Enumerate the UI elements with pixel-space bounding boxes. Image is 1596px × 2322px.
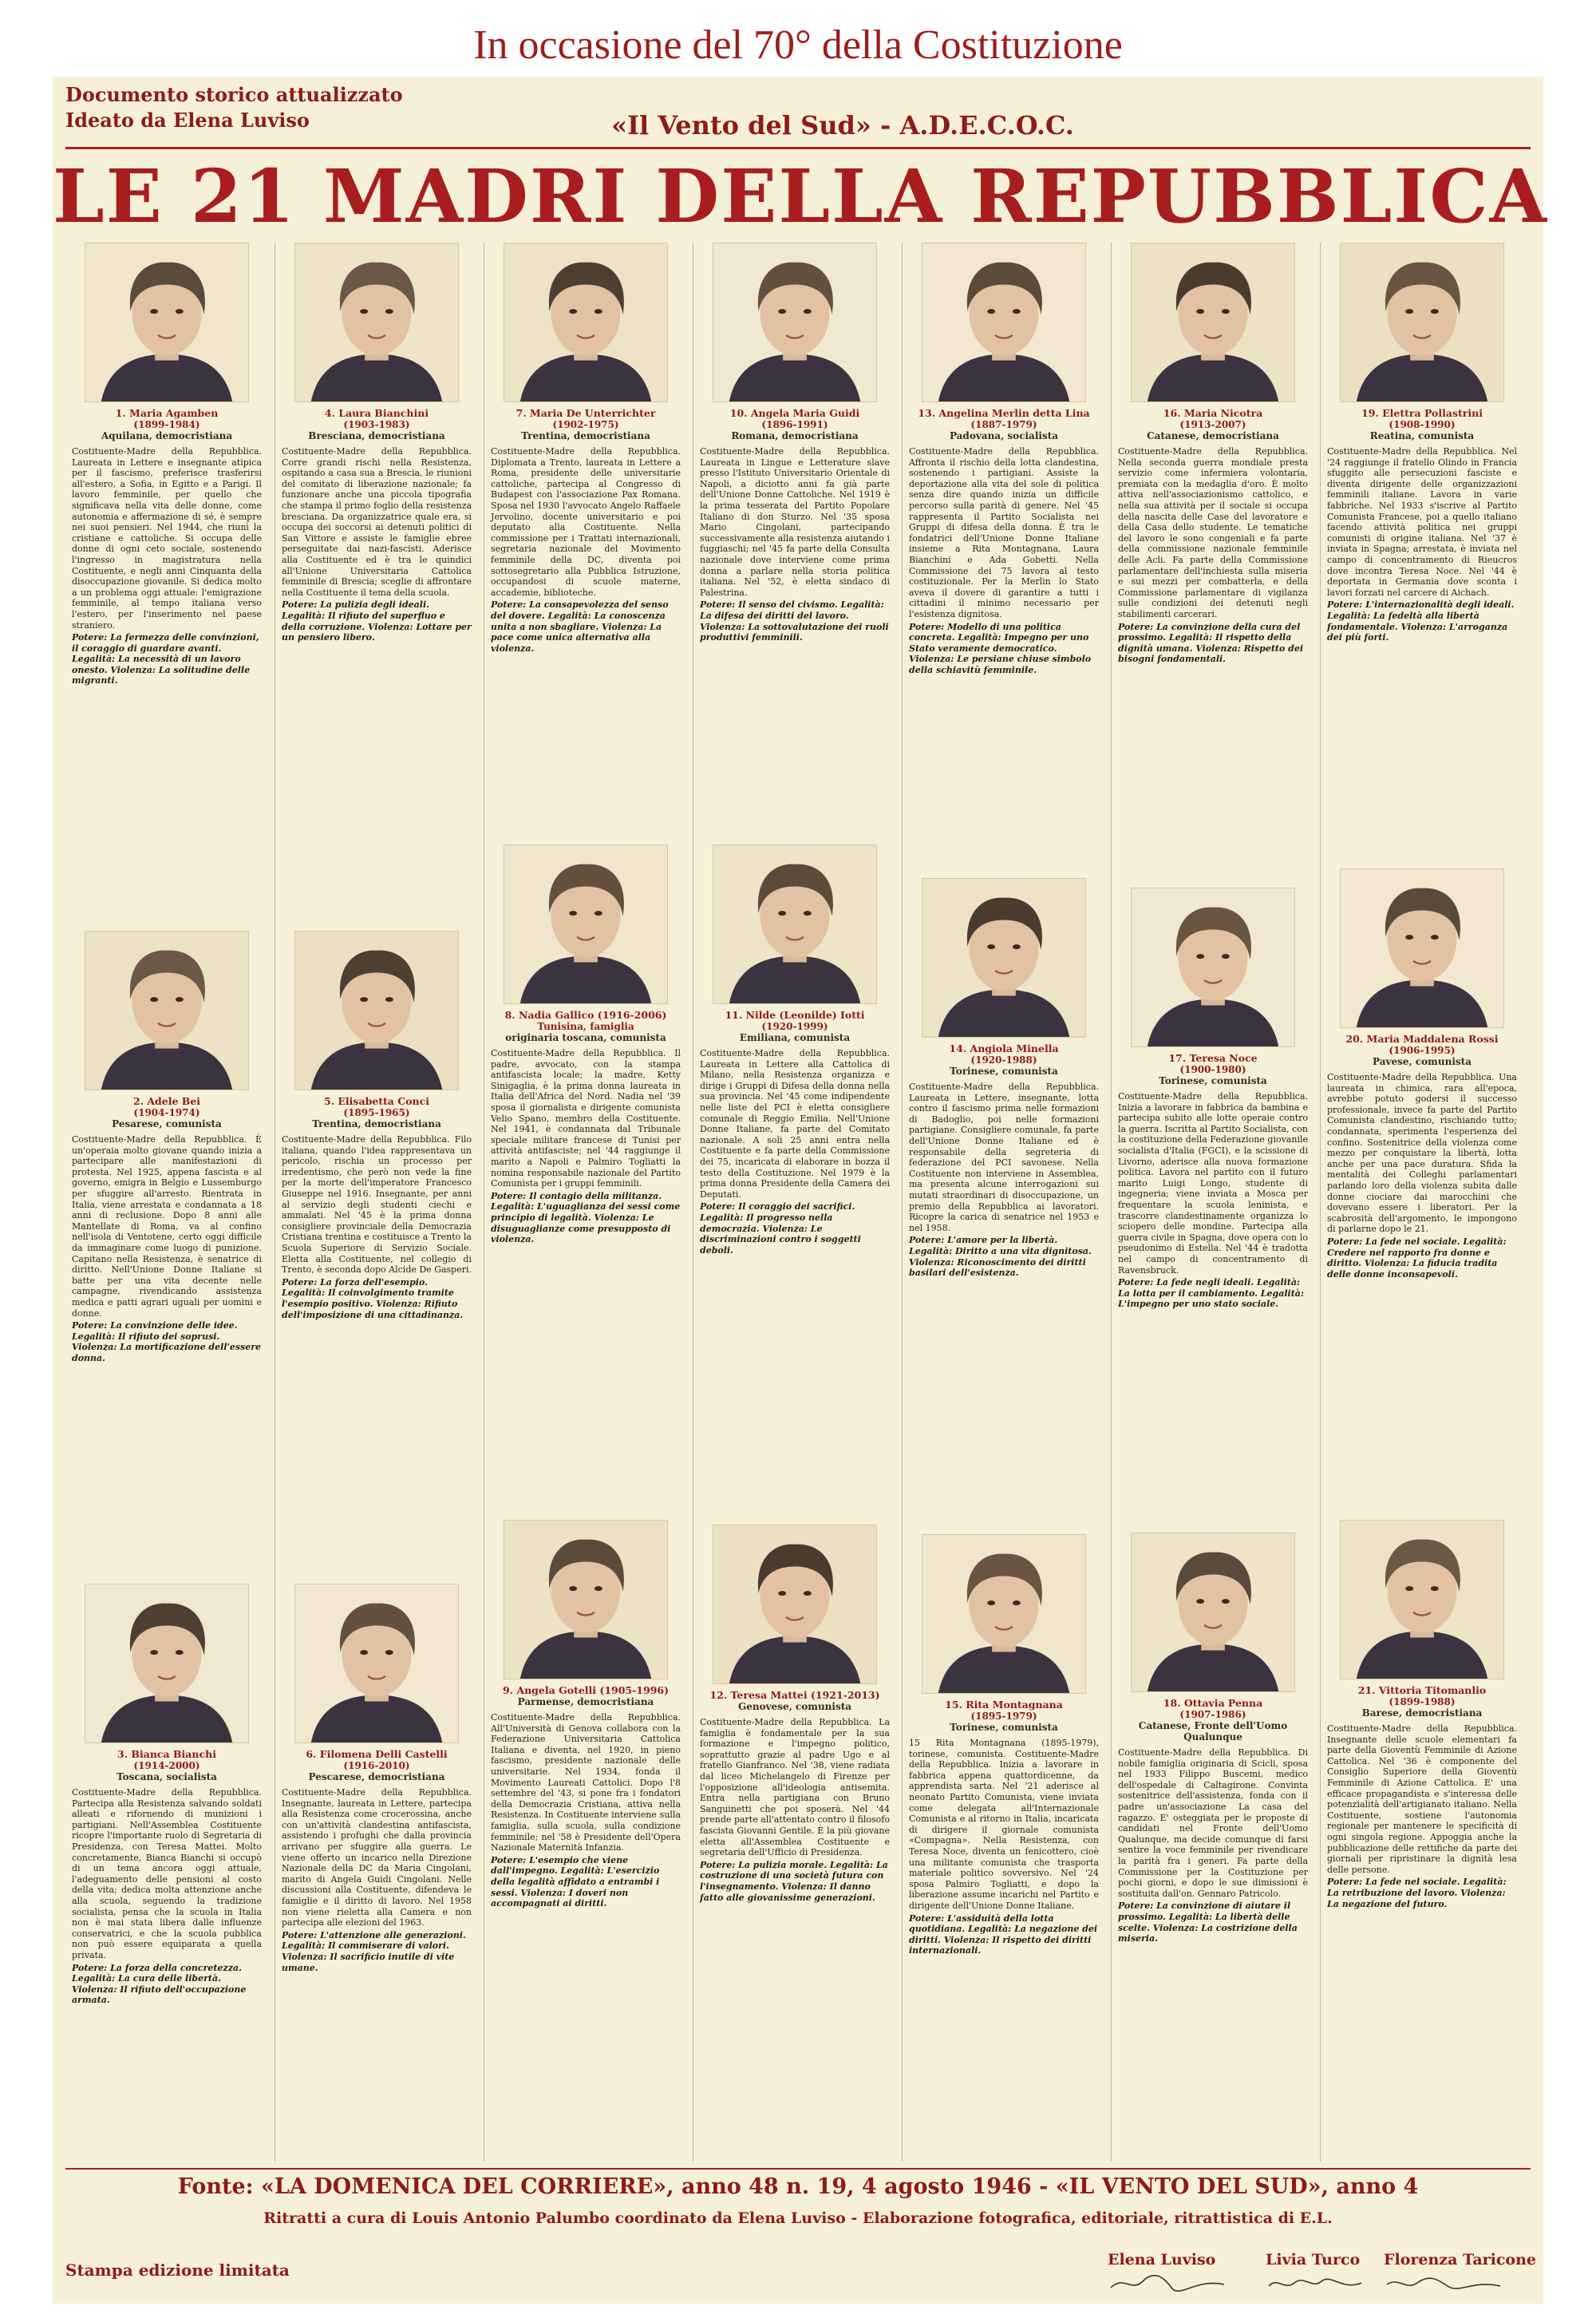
- madre-name: 3. Bianca Bianchi: [117, 1748, 216, 1760]
- madre-years: Tunisina, famiglia: [537, 1021, 634, 1032]
- madre-card: [1327, 868, 1517, 1280]
- madre-origin: Pesarese, comunista: [112, 1118, 222, 1129]
- madre-origin: Reatina, comunista: [1369, 430, 1475, 441]
- madre-origin: Genovese, comunista: [737, 1701, 852, 1712]
- madre-biography: Costituente-Madre della Repubblica. Partecipa alla Resistenza salvando soldati alleati e rifornendo di munizioni i partigiani. Nell'Assemblea Costituente ricopre l'importante ruolo di Segretaria di Presidenza, con Teresa Mattei. Molto concretamente, Bianca Bianchi si occupò di un tema ancora oggi attuale, l'adeguamento delle pensioni al costo della vita; dedica molta attenzione anche alla scuola, seguendo la tradizione socialista, pensa che la scuola in Italia non è mai stata libera dalle influenze conservatrici, e che la scuola pubblica non può essere equiparata a quella privata.: [72, 1787, 262, 1960]
- portrait: [294, 243, 459, 402]
- madre-years: (1907-1986): [1179, 1709, 1246, 1720]
- madre-biography: Costituente-Madre della Repubblica. Nella seconda guerra mondiale presta servizio come infermiera volontaria, premiata con la medaglia d'oro. È molto attiva nell'associazionismo cattolico, e nella sua attività per il sociale si occupa della nascita delle Case del lavoratore e della Casa dello studente. Le tematiche del lavoro le sono congeniali e fa parte della commissione nazionale femminile delle Acli. Fa parte della Commissione parlamentare dell'inchiesta sulla miseria e sui mezzi per combatterla, e della Commissione parlamentare di vigilanza sulle condizioni dei detenuti negli stabilimenti carcerari.: [1118, 446, 1308, 619]
- doc-line-2: Ideato da Elena Luviso: [65, 109, 310, 132]
- portrait-icon: [922, 1535, 1085, 1693]
- madre-years: (1906-1995): [1389, 1045, 1456, 1056]
- madre-values: Potere: L'esempio che viene dall'impegno. Legalità: L'esercizio della legalità affidato a entrambi i sessi. Violenza: I doveri non accompagnati ai diritti.: [491, 1854, 660, 1909]
- madre-years: (1914-2000): [133, 1760, 200, 1771]
- madre-values: Potere: L'amore per la libertà. Legalità: Diritto a una vita dignitosa. Violenza: Riconoscimento dei diritti basilari dell'esistenza.: [909, 1235, 1092, 1279]
- madre-values: Potere: L'internazionalità degli ideali. Legalità: La fedeltà alla libertà fondamentale. Violenza: L'arroganza dei più forti.: [1327, 599, 1515, 643]
- madre-biography: Costituente-Madre della Repubblica. Diplomata a Trento, laureata in Lettere a Roma, presidente delle universitarie cattoliche, partecipa al Congresso di Budapest con l'associazione Pax Romana. Sposa nel 1930 l'avvocato Angelo Raffaele Jervolino, docente universitario e poi deputato alla Costituente. Nella commissione per i Trattati internazionali, segretaria nazionale del Movimento femminile della DC, diventa poi sottosegretario alla Pubblica Istruzione, occupandosi di scuole materne, accademie, biblioteche.: [491, 446, 681, 598]
- signature-scrawl-icon: [1266, 2273, 1385, 2294]
- madre-origin: Emiliana, comunista: [739, 1032, 851, 1043]
- column: [1320, 243, 1523, 2162]
- madre-card: [1118, 1533, 1308, 1944]
- madre-years: (1903-1983): [343, 419, 410, 430]
- madre-years: (1895-1965): [343, 1107, 410, 1118]
- portrait: [1340, 1520, 1504, 1679]
- portrait: [85, 243, 249, 402]
- poster: [53, 77, 1548, 2304]
- madre-name: 1. Maria Agamben: [115, 407, 219, 419]
- madre-values: Potere: La fede nel sociale. Legalità: Credere nel rapporto fra donne e diritto. Violenza: La fiducia tradita delle donne inconsapevoli.: [1327, 1236, 1507, 1280]
- madre-values: Potere: Modello di una politica concreta. Legalità: Impegno per uno Stato veramente democratico. Violenza: Le persiane chiuse simbolo della schiavitù femminile.: [909, 621, 1092, 675]
- credits-line: Ritratti a cura di Louis Antonio Palumbo coordinato da Elena Luviso - Elaborazione fotografica, editoriale, ritrattistica di E.L.: [263, 2209, 1333, 2227]
- madre-card: [909, 1534, 1099, 1956]
- signature-1: [1108, 2251, 1227, 2294]
- portrait-icon: [85, 1584, 248, 1742]
- madre-origin: Trentina, democristiana: [521, 430, 650, 441]
- occasion-title: In occasione del 70° della Costituzione: [473, 22, 1123, 68]
- madre-origin: Torinese, comunista: [950, 1066, 1058, 1077]
- madre-name: 4. Laura Bianchini: [324, 407, 429, 419]
- madre-values: Potere: La fede negli ideali. Legalità: La lotta per il cambiamento. Legalità: L'impegno per uno stato sociale.: [1118, 1277, 1304, 1310]
- madre-values: Potere: Il coraggio dei sacrifici. Legalità: Il progresso nella democrazia. Violenza: Le discriminazioni contro i soggetti deboli.: [700, 1201, 861, 1256]
- portrait: [713, 243, 877, 402]
- madre-origin: Parmense, democristiana: [517, 1696, 654, 1707]
- portrait: [294, 1584, 459, 1743]
- madre-values: Potere: La fermezza delle convinzioni, il coraggio di guardare avanti. Legalità: La necessità di un lavoro onesto. Violenza: La solitudine delle migranti.: [72, 632, 259, 686]
- signature-scrawl-icon: [1384, 2273, 1503, 2294]
- column: [275, 243, 477, 2162]
- portrait-icon: [85, 932, 248, 1090]
- madre-origin: Catanese, Fronte dell'Uomo Qualunque: [1138, 1720, 1288, 1742]
- portrait: [1340, 243, 1504, 402]
- madre-card: [282, 931, 472, 1320]
- madre-name: 9. Angela Gotelli (1905-1996): [502, 1684, 669, 1696]
- portrait: [1131, 243, 1295, 402]
- portrait-icon: [1132, 1533, 1294, 1691]
- portrait: [294, 931, 459, 1090]
- column: [902, 243, 1104, 2162]
- column: [65, 243, 268, 2162]
- madre-years: (1902-1975): [552, 419, 619, 430]
- madre-card: [282, 243, 472, 643]
- madre-card: [700, 1525, 890, 1903]
- portrait-icon: [1132, 888, 1294, 1046]
- portrait-icon: [1341, 243, 1503, 402]
- madre-values: Potere: L'attenzione alle generazioni. Legalità: Il commiserare di valori. Violenza: Il sacrificio inutile di vite umane.: [282, 1929, 466, 1973]
- madre-biography: Costituente-Madre della Repubblica. È un'operaia molto giovane quando inizia a partecipare alle manifestazioni di protesta. Nel 1925, appena fascista e al governo, emigra in Belgio e Lussemburgo per sfuggire all'arresto. Rientrata in Italia, viene arrestata e condannata a 18 anni di reclusione. Dopo 8 anni alle Mantellate di Roma, va al confino nell'isola di Ventotene, certo oggi difficile da immaginare come luogo di punizione. Capitano nella Resistenza, è senatrice di diritto. Nell'Unione Donne Italiane si batte per una vita decente nelle campagne, rivendicando assistenza medica e patti agrari uguali per uomini e donne.: [72, 1134, 262, 1319]
- madre-years: (1920-1988): [970, 1054, 1037, 1066]
- madre-years: (1896-1991): [761, 419, 828, 430]
- madre-biography: Costituente-Madre della Repubblica. Insegnante delle scuole elementari fa parte della Gioventù Femminile di Azione Cattolica. Nel '36 è componente del Consiglio Superiore della Gioventù Femminile di Azione Cattolica. E' una efficace propagandista e s'interessa delle potenzialità dell'artigianato italiano. Nella Costituente, sostiene l'autonomia regionale per mantenere le specificità di ogni singola regione. Appoggia anche la pubblicazione delle rettifiche da parte dei giornali per ripristinare la dignità lesa delle persone.: [1327, 1723, 1517, 1875]
- madre-name: 21. Vittoria Titomanlio: [1357, 1684, 1487, 1696]
- madre-biography: Costituente-Madre della Repubblica. Filo italiana, quando l'idea rappresentava un pericolo, rischia un processo per irredentismo, che però non vede la fine per la morte dell'imperatore Francesco Giuseppe nel 1916. Insegnante, per anni al servizio degli studenti ciechi e ammalati. Nel '45 è la prima donna consigliere provinciale della Democrazia Cristiana trentina e costituisce a Trento la Scuola Superiore di Servizio Sociale. Eletta alla Costituente, nel collegio di Trento, è seconda dopo Alcide De Gasperi.: [282, 1134, 472, 1276]
- madre-card: [700, 845, 890, 1256]
- limited-edition-note: Stampa edizione limitata: [65, 2261, 290, 2280]
- madre-values: Potere: L'assiduità della lotta quotidiana. Legalità: La negazione dei diritti. Violenza: Il rispetto dei diritti internazionali.: [909, 1913, 1098, 1956]
- madre-origin: Padovana, socialista: [949, 430, 1059, 441]
- madre-name: 19. Elettra Pollastrini: [1361, 407, 1483, 419]
- signature-name: Elena Luviso: [1108, 2251, 1216, 2269]
- madre-values: Potere: La forza dell'esempio. Legalità: Il coinvolgimento tramite l'esempio positivo. Violenza: Rifiuto dell'imposizione di una cittadinanza.: [282, 1276, 464, 1320]
- column: [1111, 243, 1314, 2162]
- column: [484, 243, 686, 2162]
- madre-years: (1913-2007): [1179, 419, 1246, 430]
- madre-card: [491, 1520, 681, 1909]
- madre-name: 18. Ottavia Penna: [1163, 1697, 1263, 1709]
- top-divider: [65, 147, 1531, 149]
- madre-values: Potere: La pulizia degli ideali. Legalità: Il rifiuto del superfluo e della corruzione. Violenza: Lottare per un pensiero libero.: [282, 599, 472, 643]
- madre-years: (1899-1988): [1389, 1696, 1456, 1707]
- madre-values: Potere: La pulizia morale. Legalità: La costruzione di una società futura con l'insegnamento. Violenza: Il danno fatto alle giovanissime generazioni.: [700, 1859, 888, 1903]
- madre-origin: originaria toscana, comunista: [505, 1032, 666, 1043]
- column: [693, 243, 895, 2162]
- madre-biography: Costituente-Madre della Repubblica. Una laureata in chimica, rara all'epoca, avrebbe potuto godersi il successo professionale, invece fa parte del Partito Comunista clandestino, rischiando tutto; condannata, sperimenta l'esperienza del confino. Sostenitrice della violenza come mezzo per conquistare la libertà, lotta anche per una pace duratura. Sfida la mentalità dei Colleghi parlamentari parlando loro della violenza subita dalle donne ciociare dai marocchini che dovevano essere i liberatori. Per la scabrosità dell'argomento, le impongono di parlarne dopo le 21.: [1327, 1072, 1517, 1235]
- portrait-icon: [1132, 243, 1294, 402]
- portrait: [922, 243, 1086, 402]
- madre-card: [1118, 888, 1308, 1310]
- madre-card: [700, 243, 890, 643]
- portrait-icon: [1341, 869, 1503, 1027]
- madre-biography: Costituente-Madre della Repubblica. Nel '24 raggiunge il fratello Olindo in Francia sfuggito alle persecuzioni fasciste e diventa dirigente delle organizzazioni femminili italiane. Lavora in varie fabbriche. Nel 1933 s'iscrive al Partito Comunista Francese, poi a quello italiano facendo attività politica nei gruppi comunisti di origine italiana. Nel '37 è inviata in Spagna; arrestata, è inviata nel campo di concentramento di Rieucros dove incontra Teresa Noce. Nel '44 è deportata in Germania dove sconta i lavori forzati nel carcere di Aichach.: [1327, 446, 1517, 598]
- madre-biography: Costituente-Madre della Repubblica. Laureata in Lettere alla Cattolica di Milano, nella Resistenza organizza e dirige i Gruppi di Difesa della donna nella sua provincia. Nel '45 come indipendente nelle liste del PCI è eletta consigliere comunale di Reggio Emilia. Nell'Unione Donne Italiane, fa parte del Comitato nazionale. A soli 25 anni entra nella Costituente e fa parte della Commissione dei 75, incaricata di elaborare in bozza il testo della Costituzione. Nel 1979 è la prima donna Presidente della Camera dei Deputati.: [700, 1048, 890, 1200]
- madre-name: 10. Angela Maria Guidi: [729, 407, 860, 419]
- madre-name: 17. Teresa Noce: [1168, 1052, 1258, 1064]
- madre-card: [72, 243, 262, 686]
- madre-card: [1118, 243, 1308, 665]
- madre-biography: Costituente-Madre della Repubblica. Laureata in Lingue e Letterature slave presso l'Istituto Universitario Orientale di Napoli, a diciotto anni fa già parte dell'Unione Donne Cattoliche. Nel 1919 è la prima tesserata del Partito Popolare Italiano di don Sturzo. Nel '35 sposa Mario Cingolani, partecipando successivamente alla resistenza aiutando i fuggiaschi; nel '45 fa parte della Consulta nazionale dove interviene come prima donna a parlare nella storia politica italiana. Nel '52, è eletta sindaco di Palestrina.: [700, 446, 890, 598]
- portrait: [922, 1534, 1086, 1694]
- madre-card: [491, 845, 681, 1245]
- madre-name: 8. Nadia Gallico (1916-2006): [504, 1009, 667, 1021]
- madre-years: (1900-1980): [1179, 1064, 1246, 1075]
- madre-biography: Costituente-Madre della Repubblica. All'Università di Genova collabora con la Federazione Universitaria Cattolica Italiana e diventa, nel 1920, in pieno fascismo, presidente nazionale delle universitarie. Nel 1934, fonda il Movimento Laureati Cattolici. Dopo l'8 settembre del '43, si pone fra i fondatori della Democrazia Cristiana, attiva nella Resistenza. In Costituente interviene sulla famiglia, sulla scuola, sulla condizione femminile; nel '58 è Presidente dell'Opera Nazionale Maternità Infanzia.: [491, 1712, 681, 1853]
- madre-biography: Costituente-Madre della Repubblica. Affronta il rischio della lotta clandestina, sostenendo i partigiani. Assiste la deportazione alla vita del sole di politica senza dire quando inizia un difficile percorso sulla parità di genere. Nel '45 rappresenta il Partito Socialista nei Gruppi di difesa della donna. È tra le fondatrici dell'Unione Donne Italiane insieme a Rita Montagnana, Laura Bianchini e Ada Gobetti. Nella Commissione dei 75 lavora al testo costituzionale. Per la Merlin lo Stato aveva il dovere di garantire a tutti i cittadini il minimo necessario per l'esistenza dignitosa.: [909, 446, 1099, 619]
- portrait: [1340, 868, 1504, 1028]
- madre-name: 16. Maria Nicotra: [1163, 407, 1263, 419]
- madre-years: (1908-1990): [1389, 419, 1456, 430]
- vento-del-sud-heading: «Il Vento del Sud» - A.D.E.C.O.C.: [611, 110, 1074, 140]
- madre-name: 12. Teresa Mattei (1921-2013): [709, 1689, 880, 1701]
- madre-card: [282, 1584, 472, 1973]
- bottom-divider: [65, 2168, 1531, 2170]
- madre-origin: Barese, democristiana: [1361, 1707, 1483, 1719]
- madre-origin: Pescarese, democristiana: [308, 1771, 445, 1782]
- signature-name: Florenza Taricone: [1384, 2251, 1537, 2269]
- madre-origin: Trentina, democristiana: [312, 1118, 441, 1129]
- portrait-icon: [504, 845, 667, 1003]
- madre-years: (1916-2010): [343, 1760, 410, 1771]
- madre-years: (1904-1974): [133, 1107, 200, 1118]
- doc-line-1: Documento storico attualizzato: [65, 83, 403, 106]
- madre-values: Potere: La convinzione delle idee. Legalità: Il rifiuto dei soprusi. Violenza: La mortificazione dell'essere donna.: [72, 1320, 262, 1363]
- madre-origin: Romana, democristiana: [731, 430, 859, 441]
- portrait-icon: [922, 243, 1085, 402]
- madre-biography: Costituente-Madre della Repubblica. Inizia a lavorare in fabbrica da bambina e partecipa subito alle lotte operaie contro la guerra. Iscritta al Partito Socialista, con la costituzione della Federazione giovanile socialista d'Italia (FGCI), e la scissione di Livorno, aderisce alla nuova formazione politica. Lavora nel partito con il futuro marito Luigi Longo, studente di ingegneria; viene inviata a Mosca per frequentare la scuola leninista, e trascorre clandestinamente organizza lo sciopero delle mondine. Partecipa alla guerra civile in Spagna, dove opera con lo pseudonimo di Estella. Nel '44 è tradotta nel campo di concentramento di Ravensbruck.: [1118, 1091, 1308, 1276]
- madre-card: [491, 243, 681, 654]
- portrait: [1131, 1533, 1295, 1692]
- portrait: [85, 931, 249, 1090]
- signature-2: [1266, 2251, 1385, 2294]
- madre-biography: Costituente-Madre della Repubblica. Laureata in Lettere, insegnante, lotta contro il fascismo prima nelle formazioni di Badoglio, poi nelle formazioni partigiane. Consigliere comunale, fa parte dell'Unione Donne Italiane ed è responsabile della segreteria di federazione del PCI savonese. Nella Costituente non interviene in Assemblea, ma presenta alcune interrogazioni sui mutati straordinari di disoccupazione, un premio della Repubblica ai lavoratori. Ricopre la carica di senatrice nel 1953 e nel 1958.: [909, 1082, 1099, 1233]
- madre-values: Potere: La fede nel sociale. Legalità: La retribuzione del lavoro. Violenza: La negazione del futuro.: [1327, 1877, 1507, 1909]
- signature-name: Livia Turco: [1266, 2251, 1361, 2269]
- portrait-icon: [922, 879, 1085, 1037]
- portrait-icon: [295, 932, 458, 1090]
- madre-name: 13. Angelina Merlin detta Lina: [918, 407, 1090, 419]
- portrait-icon: [295, 1584, 458, 1742]
- portrait: [85, 1584, 249, 1743]
- madre-origin: Torinese, comunista: [1159, 1075, 1267, 1086]
- madre-name: 15. Rita Montagnana: [945, 1699, 1063, 1711]
- portrait-icon: [1341, 1521, 1503, 1679]
- madre-values: Potere: Il contagio della militanza. Legalità: L'uguaglianza dei sessi come principio di legalità. Violenza: Le disuguaglianze come presupposto di violenza.: [491, 1190, 681, 1245]
- madre-years: (1920-1999): [761, 1021, 828, 1032]
- madre-origin: Pavese, comunista: [1373, 1056, 1472, 1067]
- madre-card: [72, 1584, 262, 2006]
- madre-values: Potere: La consapevolezza del senso del dovere. Legalità: La conoscenza unita a non sbagliare. Violenza: La pace come unica alternativa alla violenza.: [491, 599, 669, 654]
- madre-card: [72, 931, 262, 1363]
- madre-card: [1327, 243, 1517, 643]
- portrait-icon: [713, 845, 876, 1003]
- portrait-icon: [295, 243, 458, 402]
- madre-card: [1327, 1520, 1517, 1909]
- portrait-icon: [713, 1525, 876, 1683]
- madre-name: 2. Adele Bei: [132, 1095, 201, 1107]
- portrait-grid: [65, 243, 1531, 2162]
- madre-origin: Toscana, socialista: [117, 1771, 217, 1782]
- madre-name: 11. Nilde (Leonilde) Iotti: [725, 1009, 865, 1021]
- madre-origin: Aquilana, democristiana: [101, 430, 233, 441]
- madre-origin: Torinese, comunista: [950, 1722, 1058, 1733]
- madre-biography: Costituente-Madre della Repubblica. Insegnante, laureata in Lettere, partecipa alla Resistenza come crocerossina, anche con un'attività clandestina antifascista, assistendo i profughi che dalla provincia arrivano per sfuggire alla guerra. Le viene offerto un incarico nella Direzione Nazionale della DC da Maria Cingolani, marito di Angela Guidi Cingolani. Nelle discussioni alla Costituente, difendeva le famiglie e il diritto di lavoro. Nel 1958 non viene rieletta alla Camera e non partecipa alle elezioni del 1963.: [282, 1787, 472, 1928]
- portrait: [504, 1520, 668, 1679]
- madre-name: 7. Maria De Unterrichter: [516, 407, 656, 419]
- portrait: [713, 1525, 877, 1684]
- madre-biography: Costituente-Madre della Repubblica. Di nobile famiglia originaria di Scicli, sposa nel 1933 Filippo Buscemi, medico dell'ospedale di Caltagirone. Convinta sostenitrice dell'assistenza, fonda con il padre un'associazione La casa del ragazzo. E' osteggiata per le proposte di candidati nel Fronte dell'Uomo Qualunque, ma decide comunque di farsi sentire la voce femminile per rivendicare la parità fra i generi. Fa parte della Commissione per la Costituzione per pochi giorni, e dopo le sue dimissioni è sostituita dall'on. Gennaro Patricolo.: [1118, 1747, 1308, 1899]
- source-line: Fonte: «LA DOMENICA DEL CORRIERE», anno 48 n. 19, 4 agosto 1946 - «IL VENTO DEL SUD», anno 4: [177, 2174, 1419, 2199]
- madre-origin: Bresciana, democristiana: [308, 430, 445, 441]
- signature-3: [1384, 2251, 1536, 2294]
- madre-years: (1895-1979): [970, 1711, 1037, 1722]
- madre-biography: 15 Rita Montagnana (1895-1979), torinese, comunista. Costituente-Madre della Repubblica. Inizia a lavorare in fabbrica appena quattordicenne, da apprendista sarta. Nel '21 aderisce al neonato Partito Comunista, viene inviata come delegata all'Internazionale Comunista e al ritorno in Italia, incaricata di dirigere il giornale comunista «Compagna». Nella Resistenza, con Teresa Noce, diventa un fenicottero, cioè una militante comunista che trasporta materiale politico sovversivo. Nel '24 sposa Palmiro Togliatti, e dopo la liberazione assume incarichi nel Partito e dirigente dell'Unione Donne Italiane.: [909, 1738, 1099, 1911]
- madre-values: Potere: La convinzione di aiutare il prossimo. Legalità: La libertà delle scelte. Violenza: La costrizione della miseria.: [1118, 1901, 1298, 1944]
- madre-origin: Catanese, democristiana: [1147, 430, 1279, 441]
- portrait: [922, 878, 1086, 1038]
- madre-biography: Costituente-Madre della Repubblica. Il padre, avvocato, con la stampa antifascista locale; la madre, Ketty Sinigaglia, è la prima donna laureata in Italia dell'Africa del Nord. Nadia nel '39 sposa il giornalista e dirigente comunista Velio Spano, membro della Costituente. Nel 1941, è condannata dal Tribunale speciale militare francese di Tunisi per attività antifasciste; nel '44 raggiunge il marito a Napoli e Palmiro Togliatti la nomina responsabile nazionale del Partito Comunista per i gruppi femminili.: [491, 1048, 681, 1189]
- portrait-icon: [504, 1521, 667, 1679]
- madre-values: Potere: La convinzione della cura del prossimo. Legalità: Il rispetto della dignità umana. Violenza: Rispetto dei bisogni fondamentali.: [1118, 621, 1304, 665]
- portrait-icon: [713, 243, 876, 402]
- madre-values: Potere: Il senso del civismo. Legalità: La difesa dei diritti del lavoro. Violenza: La sottovalutazione dei ruoli produttivi femminili.: [700, 599, 889, 643]
- madre-years: (1899-1984): [133, 419, 200, 430]
- madre-name: 14. Angiola Minella: [949, 1042, 1059, 1054]
- madre-biography: Costituente-Madre della Repubblica. Corre grandi rischi nella Resistenza, ospitando a casa sua a Brescia, le riunioni del comitato di liberazione nazionale; fa funzionare anche una piccola tipografia che stampa il primo foglio della resistenza bresciana. Da organizzatrice quale era, si occupa dei soccorsi ai detenuti politici di San Vittore e assiste le famiglie ebree perseguitate dai nazi-fascisti. Aderisce alla Costituente ed è tra le quindici all'Unione Universitaria Cattolica femminile di Brescia; sceglie di affrontare nella Costituente il tema della scuola.: [282, 446, 472, 598]
- madre-card: [909, 878, 1099, 1279]
- portrait-icon: [85, 243, 248, 402]
- portrait-icon: [504, 243, 667, 402]
- madre-name: 6. Filomena Delli Castelli: [306, 1748, 448, 1760]
- madre-biography: Costituente-Madre della Repubblica. La famiglia è fondamentale per la sua formazione e l'impegno politico, soprattutto grazie al padre Ugo e al fratello Gianfranco. Nel '38, viene radiata dal liceo Michelangelo di Firenze per l'opposizione all'ideologia antisemita. Entra nella partigiana con Bruno Sanguinetti che poi sposerà. Nel '44 prende parte all'attentato contro il filosofo fascista Giovanni Gentile. È la più giovane eletta all'Assemblea Costituente e segretaria dell'Ufficio di Presidenza.: [700, 1717, 890, 1858]
- portrait: [504, 243, 668, 402]
- madre-card: [909, 243, 1099, 675]
- main-title: LE 21 MADRI DELLA REPUBBLICA: [53, 153, 1548, 239]
- madre-name: 20. Maria Maddalena Rossi: [1345, 1033, 1499, 1045]
- madre-years: (1887-1979): [970, 419, 1037, 430]
- madre-name: 5. Elisabetta Conci: [324, 1095, 429, 1107]
- madre-biography: Costituente-Madre della Repubblica. Laureata in Lettere e insegnante atipica per il fascismo, preferisce trasferirsi all'estero, a Sofia, in Egitto e a Parigi. Il lavoro femminile, per quello che significava nella vita delle donne, come autonomia e affermazione di sé, è sempre nei suoi pensieri. Nel 1944, che riunì la cristiane e cattoliche. Si occupa delle donne di ogni ceto sociale, sostenendo l'ingresso in magistratura nella Costituente, e negli anni Cinquanta della disoccupazione giovanile. Si dedica molto a un problema oggi attuale: l'emigrazione femminile, al tempo italiana verso l'estero, per l'inserimento nel paese straniero.: [72, 446, 262, 631]
- portrait: [713, 845, 877, 1004]
- signature-scrawl-icon: [1108, 2273, 1227, 2294]
- portrait: [1131, 888, 1295, 1047]
- portrait: [504, 845, 668, 1004]
- madre-values: Potere: La forza della concretezza. Legalità: La cura delle libertà. Violenza: Il rifiuto dell'occupazione armata.: [72, 1962, 247, 2006]
